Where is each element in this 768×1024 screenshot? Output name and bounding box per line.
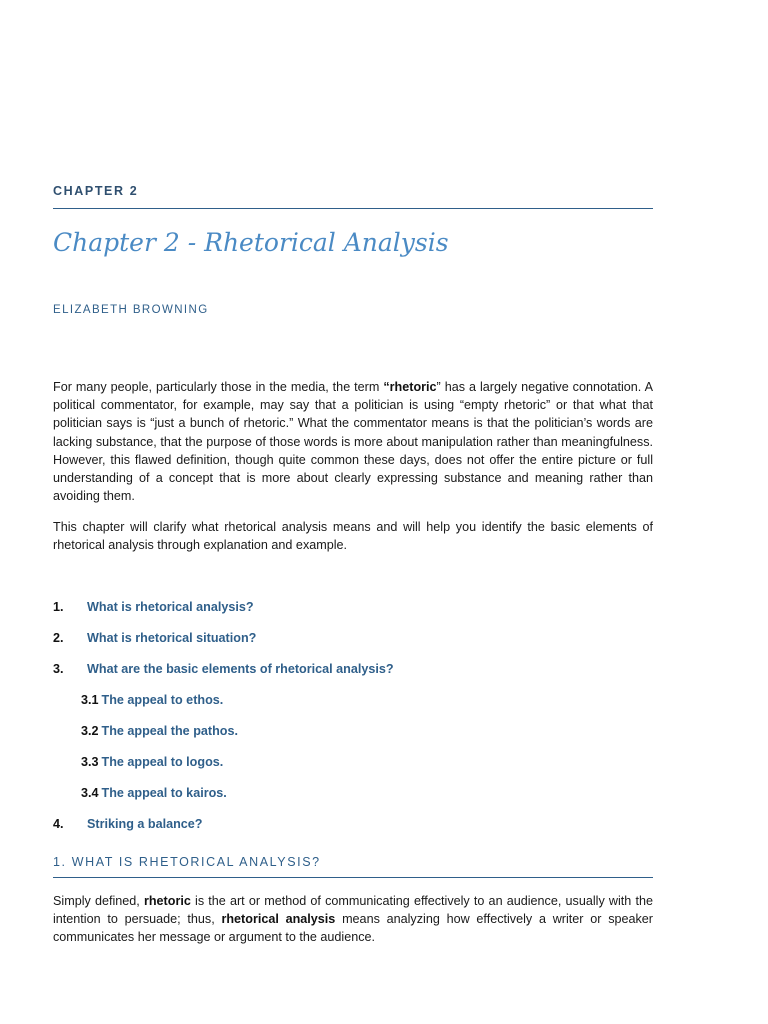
toc-number: 3.3 <box>81 755 99 769</box>
toc-link[interactable]: What are the basic elements of rhetorical analysis? <box>87 662 394 676</box>
toc-number: 1. <box>53 600 64 614</box>
section-divider <box>53 877 653 878</box>
toc-number: 3. <box>53 662 64 676</box>
toc-link[interactable]: The appeal to logos. <box>101 755 224 769</box>
chapter-divider <box>53 208 653 209</box>
toc-number: 3.2 <box>81 724 99 738</box>
toc-link[interactable]: The appeal the pathos. <box>101 724 238 738</box>
toc-item-2[interactable] <box>53 631 256 645</box>
section-1-text: means analyzing how effectively a writer or speaker communicates her message or argument to the audience. <box>53 912 653 945</box>
toc-item-3-3[interactable] <box>81 755 223 769</box>
toc-link[interactable]: The appeal to ethos. <box>101 693 224 707</box>
intro-p1-lead: For many people, particularly those in the media, the term <box>53 380 384 394</box>
intro-p1-bold-term: “rhetoric <box>383 380 437 394</box>
intro-p1-rest: ” has a largely negative connotation. A political commentator, for example, may say that a politician is using “empty rhetoric” or that what that politician says is “just a bunch of rhetoric.” What the commentator means is that the politician’s words are lacking substance, that the purpose of those words is more about manipulation rather than meaningfulness. However, this flawed definition, though quite common these days, does not offer the entire picture or full understanding of a concept that is more about clearly expressing substance and meaning rather than avoiding them. <box>53 380 653 504</box>
toc-item-1[interactable] <box>53 600 254 614</box>
section-1-text: Simply defined, <box>53 894 144 908</box>
toc-item-3-2[interactable] <box>81 724 238 738</box>
chapter-label: CHAPTER 2 <box>53 184 139 198</box>
section-1-text: is the art or method of communicating effectively to an audience, usually with the intention to persuade; thus, <box>53 894 653 927</box>
intro-paragraph-1 <box>53 378 653 505</box>
author-name: ELIZABETH BROWNING <box>53 304 209 316</box>
section-heading: 1. WHAT IS RHETORICAL ANALYSIS? <box>53 855 321 869</box>
toc-number: 2. <box>53 631 64 645</box>
toc-item-4[interactable] <box>53 817 202 831</box>
toc-number: 3.1 <box>81 693 99 707</box>
toc-link[interactable]: What is rhetorical situation? <box>87 631 257 645</box>
toc-number: 4. <box>53 817 64 831</box>
intro-paragraph-2: This chapter will clarify what rhetorical analysis means and will help you identify the basic elements of rhetorical analysis through explanation and example. <box>53 520 653 553</box>
term-rhetoric: rhetoric <box>143 894 191 908</box>
toc-number: 3.4 <box>81 786 99 800</box>
toc-link[interactable]: Striking a balance? <box>87 817 203 831</box>
toc-item-3[interactable] <box>53 662 394 676</box>
toc-item-3-1[interactable] <box>81 693 223 707</box>
section-1-paragraph <box>53 892 653 947</box>
chapter-title: Chapter 2 - Rhetorical Analysis <box>53 228 449 257</box>
term-rhetorical-analysis: rhetorical analysis <box>221 912 336 927</box>
toc-link[interactable]: What is rhetorical analysis? <box>87 600 254 614</box>
toc-item-3-4[interactable] <box>81 786 227 800</box>
toc-link[interactable]: The appeal to kairos. <box>101 786 227 800</box>
